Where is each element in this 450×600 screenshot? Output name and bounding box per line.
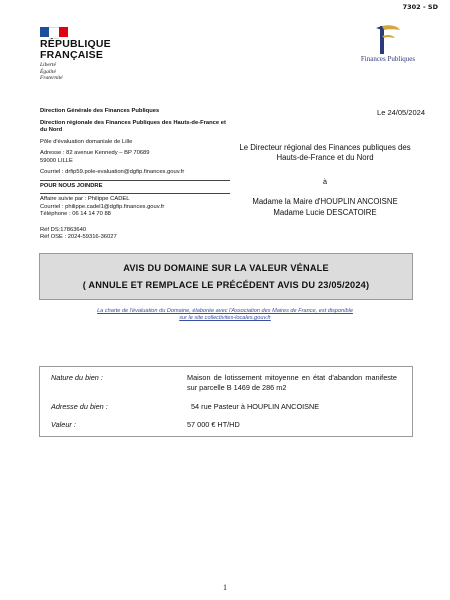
followed-by: Affaire suivie par : Philippe CADEL — [40, 196, 130, 202]
issuer: Le Directeur régional des Finances publiques des Hauts-de-France et du Nord — [239, 143, 411, 162]
sender-address-line2: 59000 LILLE — [40, 157, 73, 164]
republique-francaise-logo: RÉPUBLIQUE FRANÇAISE — [40, 38, 111, 61]
dgfip-wordmark: Finances Publiques — [360, 55, 416, 63]
form-code: 7302 - SD — [402, 3, 438, 11]
sender-block — [40, 108, 230, 242]
document-date: Le 24/05/2024 — [377, 108, 425, 117]
contact-email[interactable]: Courriel : philippe.cadel1@dgfip.finances.gouv.fr — [40, 203, 165, 210]
nature-value: Maison de lotissement mitoyenne en état d'abandon manifeste sur parcelle B 1469 de 286 m2 — [187, 373, 397, 392]
nature-label: Nature du bien : — [51, 373, 103, 382]
recipient: Madame la Maire d'HOUPLIN ANCOISNE Madame Lucie DESCATOIRE — [252, 197, 398, 217]
contact-phone: Téléphone : 06 14 14 70 88 — [40, 211, 111, 217]
value-label: Valeur : — [51, 420, 76, 429]
ref-ose: Réf OSE : 2024-59316-36027 — [40, 234, 117, 240]
page-number: 1 — [223, 583, 227, 592]
charter-link[interactable]: La charte de l'évaluation du Domaine, élaborée avec l'Association des Maires de France, est disponible sur le site collectivites-locales.gouv.fr — [97, 308, 353, 321]
contact-heading: POUR NOUS JOINDRE — [40, 182, 103, 189]
marianne-flag-icon — [40, 27, 68, 37]
value-amount: 57 000 € HT/HD — [187, 420, 240, 429]
recipient-to-word: à — [322, 177, 328, 186]
divider — [40, 193, 230, 194]
property-details-table — [39, 366, 413, 437]
sender-drfip: Direction régionale des Finances Publiques des Hauts-de-France et du Nord — [40, 119, 226, 133]
sender-email[interactable]: Courriel : drfip59.pole-evaluation@dgfip.finances.gouv.fr — [40, 169, 185, 175]
document-subtitle: ( ANNULE ET REMPLACE LE PRÉCÉDENT AVIS DU 23/05/2024) — [82, 279, 370, 290]
republic-motto: Liberté Égalité Fraternité — [40, 62, 63, 81]
ref-ds: Réf DS:17863640 — [40, 226, 87, 233]
document-title: AVIS DU DOMAINE SUR LA VALEUR VÉNALE — [123, 262, 329, 273]
address-label: Adresse du bien : — [51, 402, 108, 411]
divider — [40, 180, 230, 181]
sender-dg: Direction Générale des Finances Publiques — [40, 108, 160, 114]
sender-address-line1: Adresse : 82 avenue Kennedy – BP 70689 — [40, 150, 150, 156]
sender-pole: Pôle d'évaluation domaniale de Lille — [40, 138, 133, 145]
document-title-banner — [39, 253, 413, 300]
address-value: 54 rue Pasteur à HOUPLIN ANCOISNE — [191, 402, 320, 411]
